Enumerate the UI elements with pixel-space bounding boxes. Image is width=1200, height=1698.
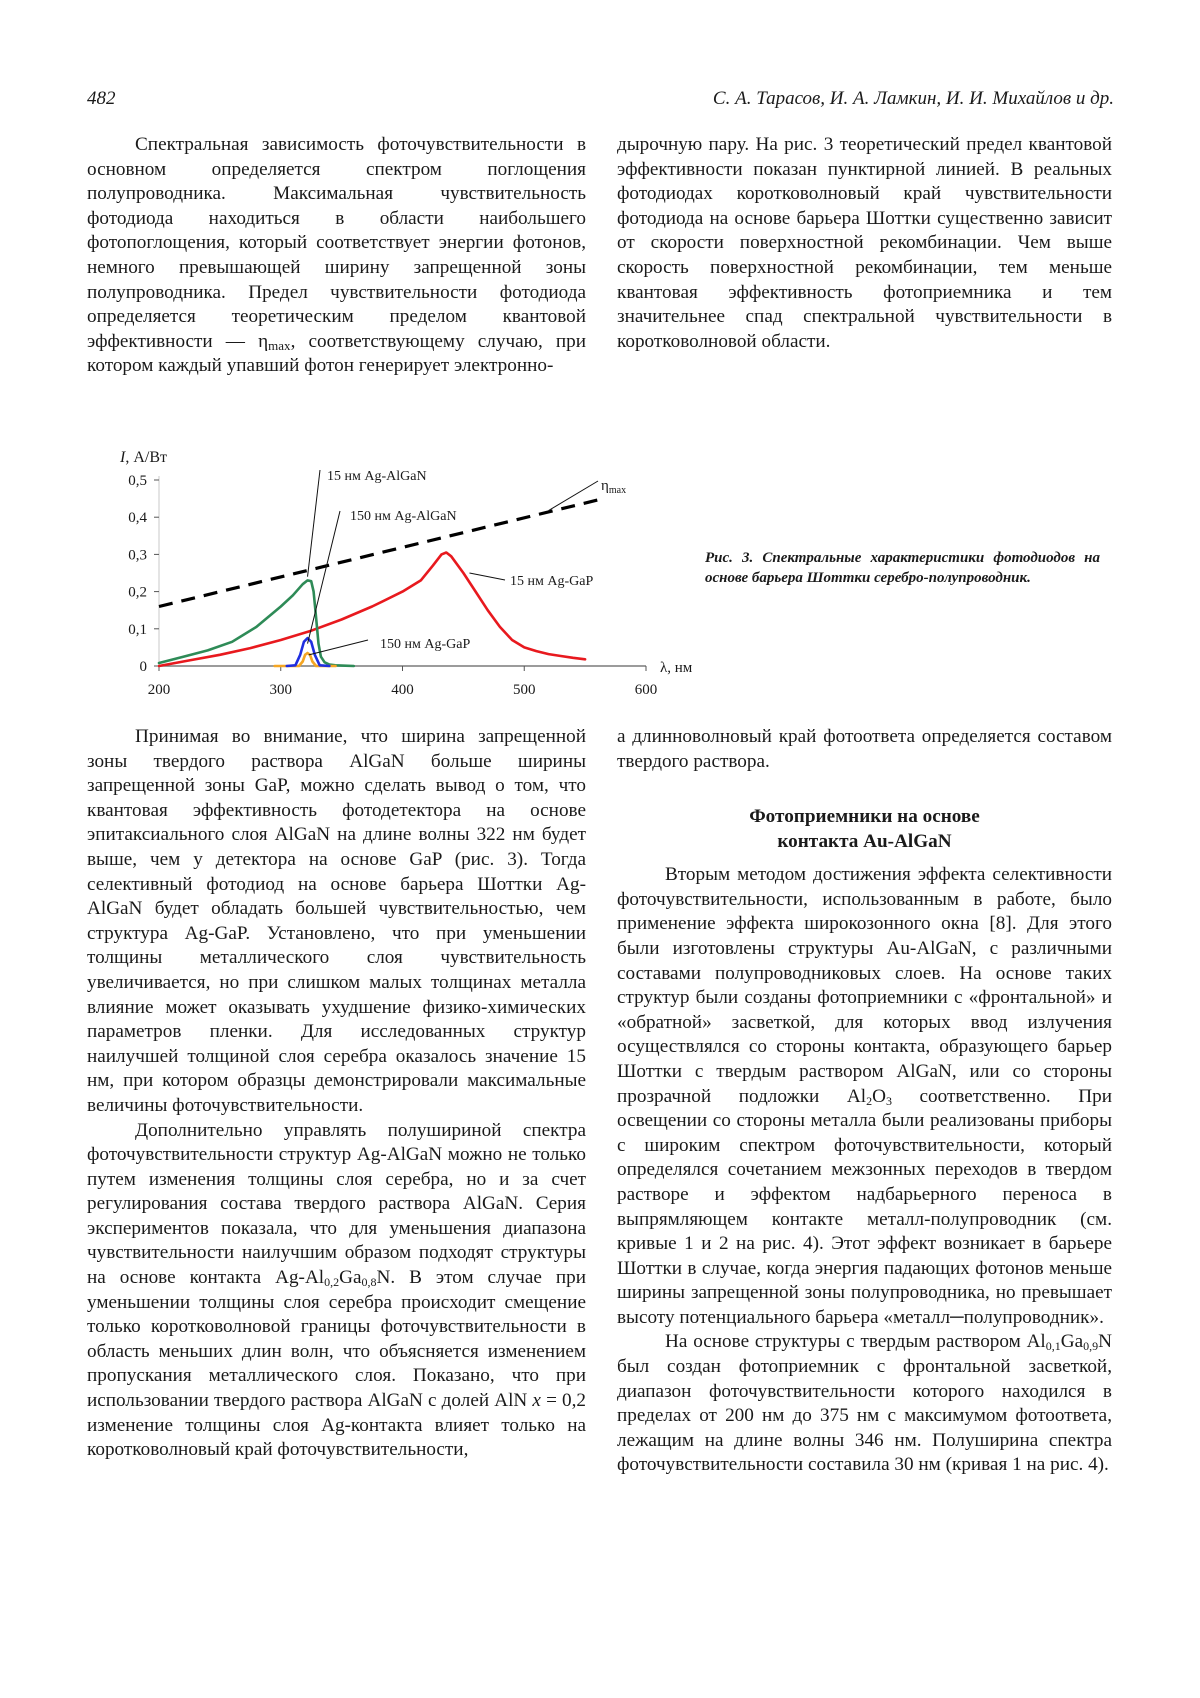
figure-3-chart — [0, 0, 1200, 720]
subscript: 0,8 — [361, 1275, 377, 1290]
eta-subscript: max — [268, 337, 291, 353]
eta-char: η — [258, 330, 269, 352]
paragraph — [617, 1330, 1112, 1478]
y-tick-label: 0 — [139, 659, 147, 675]
paragraph-text: = 0,2 изменение толщины слоя Ag-контакта влияет только на коротковолновый край фоточувствительности, — [87, 1390, 586, 1461]
subscript: 0,2 — [324, 1275, 340, 1290]
section-heading — [617, 804, 1112, 854]
x-tick-label: 600 — [634, 682, 658, 698]
y-tick-label: 0,3 — [128, 547, 147, 564]
y-axis-label: I, А/Вт — [120, 449, 167, 466]
x-axis-label: λ, нм — [660, 660, 693, 676]
leader-15nm-ag-gap — [469, 573, 505, 580]
paragraph-text: Дополнительно управлять полушириной спектра фоточувствительности структур Ag-AlGaN можно не только путем изменения толщины слоя серебра, но и за счет регулирования состава твердого раствора AlGaN. Серия экспериментов показала, что для уменьшения диапазона чувствительности наилучшим образом подходят структуры на основе контакта Ag-Al — [87, 1119, 586, 1289]
paragraph-text: N был создан фотоприемник с фронтальной засветкой, диапазон фоточувствительности которого находился в пределах от 200 нм до 375 нм с максимумом фотоответа, лежащим на длине волны 346 нм. Полуширина спектра фоточувствительности составила 30 нм (кривая 1 на рис. 4). — [617, 1331, 1112, 1476]
paragraph-text: Спектральная зависимость фоточувствительности в основном определяется спектром поглощения полупроводника. Максимальная чувствительность фотодиода находиться в области наибольшего фотопоглощения, который соответствует энергии фотонов, немного превышающей ширину запрещенной зоны полупроводника. Предел чувствительности фотодиода определяется теоретическим пределом квантовой эффективности — — [87, 134, 586, 352]
paragraph — [617, 863, 1112, 1330]
paragraph — [87, 1119, 586, 1463]
y-tick-label: 0,4 — [128, 510, 147, 527]
subscript: 2 — [866, 1093, 873, 1108]
y-tick-label: 0,5 — [128, 473, 147, 489]
subscript: 0,1 — [1045, 1339, 1061, 1354]
column-right-bottom — [617, 725, 1112, 1478]
x-tick-label: 500 — [513, 682, 536, 698]
variable-x: x — [532, 1390, 541, 1412]
paragraph-text: Вторым методом достижения эффекта селективности фоточувствительности, использованным в работе, было применение эффекта широкозонного окна [8]. Для этого были изготовлены структуры Au-AlGaN, с различными составами полупроводниковых слоев. На основе таких структур были созданы фотоприемники с «фронтальной» и «обратной» засветкой, для которых ввод излучения осуществлялся со стороны контакта, образующего барьер Шоттки с твердым раствором AlGaN, или со стороны прозрачной подложки Al — [617, 864, 1112, 1107]
section-heading-line: контакта Au-AlGaN — [777, 831, 952, 853]
paragraph-text: O — [872, 1085, 886, 1107]
paragraph: а длинноволновый край фотоответа определяется составом твердого раствора. — [617, 726, 1112, 772]
paragraph: Принимая во внимание, что ширина запрещенной зоны твердого раствора AlGaN больше ширины запрещенной зоны GaP, можно сделать вывод о том, что квантовая эффективность фотодетектора на основе эпитаксиального слоя AlGaN на длине волны 322 нм будет выше, чем у детектора на основе GaP (рис. 3). Тогда селективный фотодиод на основе барьера Шоттки Ag-AlGaN будет обладать большей чувствительностью, чем структура Ag-GaP. Установлено, что при уменьшении толщины металлического слоя чувствительность увеличивается, но при слишком малых толщинах металла влияние может оказывать ухудшение физико-химических параметров пленки. Для исследованных структур наилучшей толщиной слоя серебра оказалось значение 15 нм, при котором образцы демонстрировали максимальные величины фоточувствительности. — [87, 726, 586, 1116]
paragraph-text: соответственно. При освещении со стороны металла были реализованы приборы с широким спектром фоточувствительности, который определялся сочетанием межзонных переходов в твердом растворе и эффектом надбарьерного переноса в выпрямляющем контакте металл-полупроводник (см. кривые 1 и 2 на рис. 4). Этот эффект возникает в барьере Шоттки в случае, когда энергия падающих фотонов меньше ширины запрещенной зоны полупроводника, но превышает высоту потенциального барьера «металл─полупроводник». — [617, 1085, 1112, 1328]
x-tick-label: 200 — [147, 682, 171, 698]
paragraph-text: Ga — [339, 1267, 362, 1289]
running-head-authors: С. А. Тарасов, И. А. Ламкин, И. И. Михайлов и др. — [712, 88, 1114, 109]
paragraph-text: , соответствующему случаю, при котором каждый упавший фотон генерирует электронно- — [87, 330, 587, 377]
series-15nm-ag-gap — [159, 553, 585, 667]
label-15nm-ag-gap: 15 нм Ag-GaP — [510, 574, 594, 589]
label-150nm-ag-algan: 150 нм Ag-AlGaN — [350, 509, 457, 524]
figure-caption: Рис. 3. Спектральные характеристики фотодиодов на основе барьера Шоттки серебро-полупроводник. — [705, 550, 1100, 586]
paragraph: дырочную пару. На рис. 3 теоретический предел квантовой эффективности показан пунктирной линией. В реальных фотодиодах коротковолновый край чувствительности фотодиода на основе барьера Шоттки существенно зависит от скорости поверхностной рекомбинации. Чем выше скорость поверхностной рекомбинации, тем меньше квантовая эффективность фотоприемника и тем значительнее спад спектральной чувствительности в коротковолновой области. — [617, 134, 1112, 352]
paragraph-text: N. В этом случае при уменьшении толщины слоя серебра происходит смещение только коротковолновой границы фоточувствительности в область меньших длин волн, что объясняется изменением пропускания металлического слоя. Показано, что при использовании твердого раствора AlGaN с долей AlN — [87, 1267, 587, 1412]
label-15nm-ag-algan: 15 нм Ag-AlGaN — [327, 469, 427, 484]
label-eta-max: $\eta_{max}$ — [601, 478, 627, 496]
y-tick-label: 0,2 — [128, 584, 147, 601]
subscript: 0,9 — [1083, 1339, 1099, 1354]
series-15nm-ag-algan — [159, 580, 354, 666]
paragraph-text: На основе структуры с твердым раствором Al — [665, 1331, 1046, 1353]
column-left-bottom — [87, 725, 586, 1463]
paragraph-text: Ga — [1060, 1331, 1084, 1353]
leader-15nm-ag-algan — [308, 470, 320, 577]
section-heading-line: Фотоприемники на основе — [749, 806, 980, 828]
label-150nm-ag-gap: 150 нм Ag-GaP — [380, 637, 471, 652]
page-number: 482 — [87, 88, 116, 109]
x-tick-label: 400 — [391, 682, 414, 698]
subscript: 3 — [885, 1093, 892, 1108]
x-tick-label: 300 — [269, 682, 292, 698]
y-tick-label: 0,1 — [128, 621, 147, 638]
